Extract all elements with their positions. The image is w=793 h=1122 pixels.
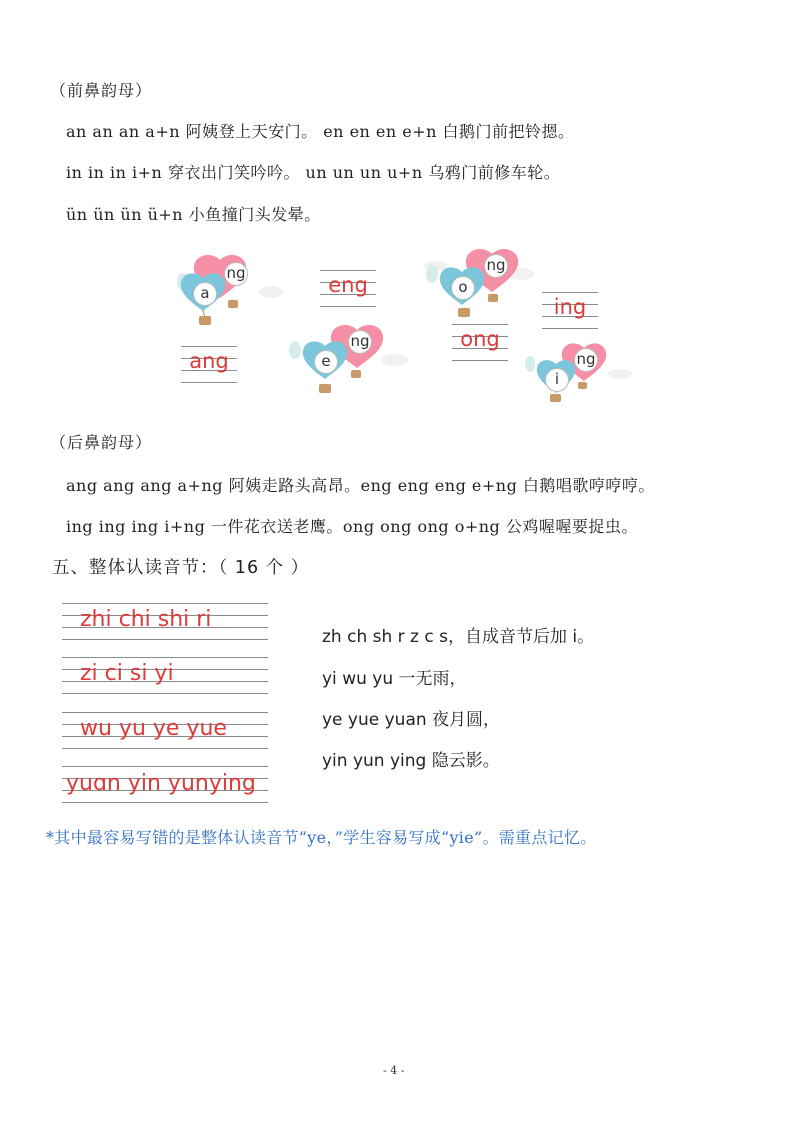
page-number: - 4 - [383, 1064, 405, 1077]
balloon-i-letter: i [545, 368, 569, 392]
front-nasal-line-3: ün ün ün ü+n 小鱼撞门头发晕。 [66, 205, 321, 224]
back-nasal-heading: （后鼻韵母） [50, 433, 153, 452]
syllable-row-1: zhi chi shi ri [80, 607, 212, 632]
balloon-o-hearts-icon [420, 244, 540, 326]
memory-note: *其中最容易写错的是整体认读音节“ye，”学生容易写成“yie”。需重点记忆。 [46, 828, 597, 847]
syllable-row-3: wu yu ye yue [80, 716, 227, 741]
balloon-a-letter: a [193, 282, 217, 306]
balloon-i-ng: ng [574, 348, 598, 372]
balloon-a [175, 252, 285, 332]
front-nasal-line-1: an an an a+n 阿姨登上天安门。 en en en e+n 白鹅门前把铃摁。 [66, 122, 575, 141]
grid-ang [181, 346, 237, 382]
syllable-grid-row-4 [62, 766, 268, 802]
section5-right-line-4: yin yun ying 隐云影。 [322, 751, 500, 771]
section5-right-line-1: zh ch sh r z c s，自成音节后加 i。 [322, 627, 595, 647]
balloon-e-ng: ng [348, 330, 372, 354]
back-nasal-line-1: ang ang ang a+ng 阿姨走路头高昂。eng eng eng e+ng 白鹅唱歌哼哼哼。 [66, 476, 655, 495]
grid-ong [452, 324, 508, 360]
balloon-a-ng: ng [224, 262, 248, 286]
balloon-e-letter: e [314, 350, 338, 374]
front-nasal-line-2: in in in i+n 穿衣出门笑吟吟。 un un un u+n 乌鸦门前修车轮。 [66, 163, 561, 182]
back-nasal-line-2: ing ing ing i+ng 一件花衣送老鹰。ong ong ong o+ng 公鸡喔喔要捉虫。 [66, 517, 638, 536]
grid-ing [542, 292, 598, 328]
syllable-grid-row-2 [62, 657, 268, 693]
grid-ang-word: ang [189, 349, 229, 373]
grid-ing-word: ing [553, 295, 587, 319]
grid-eng [320, 270, 376, 306]
syllable-grid-row-3 [62, 712, 268, 748]
section5-heading: 五、整体认读音节：（ 16 个 ） [52, 558, 310, 578]
grid-ong-word: ong [460, 327, 500, 351]
balloon-e [285, 322, 415, 404]
balloon-i [520, 340, 635, 412]
balloon-o [420, 244, 540, 326]
section5-right-line-2: yi wu yu 一无雨， [322, 669, 467, 689]
syllable-row-2: zi ci si yi [80, 661, 174, 686]
balloon-o-ng: ng [484, 254, 508, 278]
syllable-row-4: yuɑn yin yunying [66, 771, 256, 796]
syllable-grid-row-1 [62, 603, 268, 639]
front-nasal-heading: （前鼻韵母） [50, 81, 153, 100]
balloon-o-letter: o [451, 276, 475, 300]
grid-eng-word: eng [328, 273, 368, 297]
section5-right-line-3: ye yue yuan 夜月圆， [322, 710, 501, 730]
